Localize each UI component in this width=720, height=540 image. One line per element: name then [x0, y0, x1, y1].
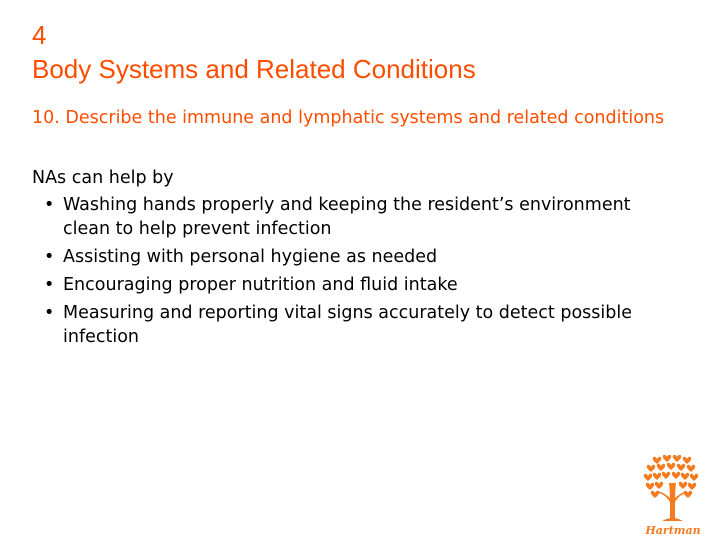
list-item-text: Washing hands properly and keeping the resident’s environment clean to help prevent infection	[63, 195, 631, 239]
heart-tree-logo-icon	[640, 455, 706, 537]
list-item-text: Measuring and reporting vital signs accurately to detect possible infection	[63, 303, 632, 347]
bullet-icon: •	[44, 275, 55, 295]
list-item-text: Assisting with personal hygiene as needed	[63, 247, 438, 267]
learning-objective: 10. Describe the immune and lymphatic systems and related conditions	[32, 108, 665, 128]
bullet-icon: •	[44, 247, 55, 267]
list-item-text: Encouraging proper nutrition and fluid intake	[63, 275, 458, 295]
chapter-title: Body Systems and Related Conditions	[32, 54, 476, 84]
list-item	[32, 193, 652, 241]
bullet-icon: •	[44, 195, 55, 215]
slide-title	[32, 18, 692, 86]
intro-text: NAs can help by	[32, 168, 174, 188]
logo-text: Hartman	[645, 524, 701, 537]
bullet-list	[32, 193, 652, 353]
list-item	[32, 245, 652, 269]
list-item	[32, 273, 652, 297]
chapter-number: 4	[32, 20, 47, 50]
list-item	[32, 301, 652, 349]
bullet-icon: •	[44, 303, 55, 323]
